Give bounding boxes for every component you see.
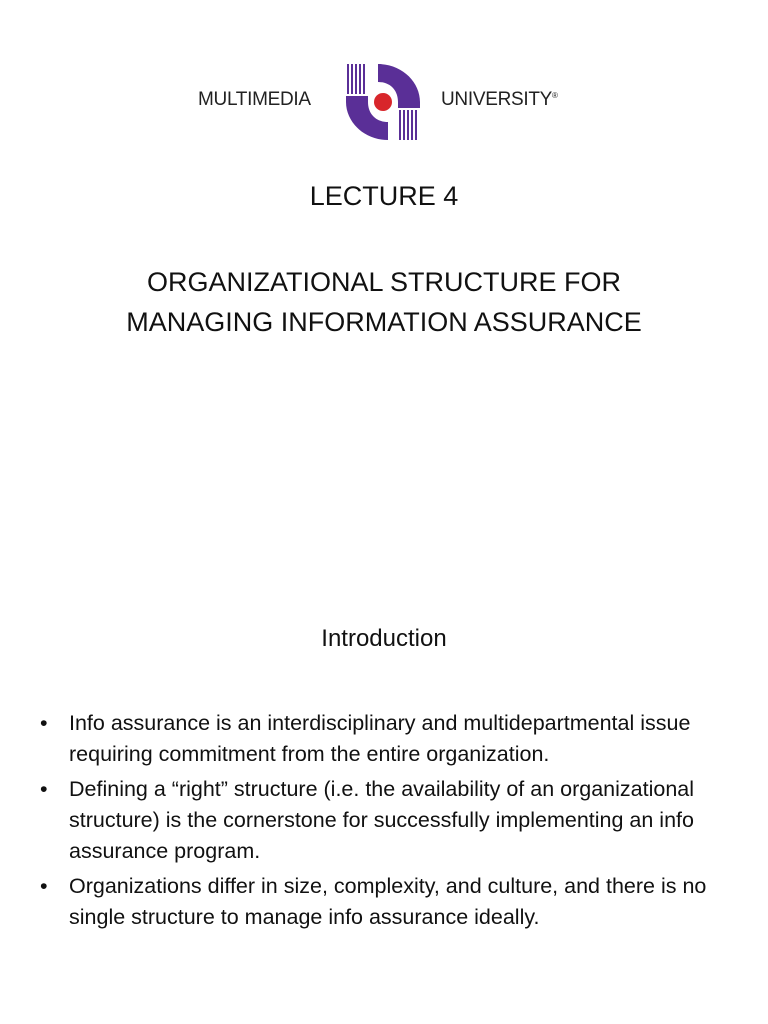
bullet-dot: • — [40, 874, 48, 898]
lecture-number: LECTURE 4 — [309, 181, 459, 211]
bullet-list — [40, 708, 750, 937]
bullet-item — [40, 871, 750, 933]
bullet-text: Defining a “right” structure (i.e. the availability of an organizational structure) is the cornerstone for successfully implementing an info assurance program. — [69, 777, 695, 863]
logo-university-word: UNIVERSITY — [441, 89, 553, 110]
university-logo — [0, 60, 768, 142]
university-emblem-icon — [342, 62, 424, 142]
bullet-item — [40, 774, 750, 867]
section-heading: Introduction — [321, 625, 447, 652]
registered-mark: ® — [552, 91, 558, 100]
bullet-dot: • — [40, 711, 48, 735]
bullet-item — [40, 708, 750, 770]
logo-text-multimedia: MULTIMEDIA — [198, 89, 311, 110]
bullet-text: Info assurance is an interdisciplinary and multidepartmental issue requiring commitment from the entire organization. — [69, 711, 691, 766]
bullet-text: Organizations differ in size, complexity, and culture, and there is no single structure to manage info assurance ideally. — [69, 874, 707, 929]
lecture-title — [0, 262, 768, 342]
bullet-dot: • — [40, 777, 48, 801]
lecture-title-line-1: ORGANIZATIONAL STRUCTURE FOR — [146, 267, 622, 297]
lecture-title-line-2: MANAGING INFORMATION ASSURANCE — [126, 307, 642, 337]
logo-text-university — [441, 89, 558, 111]
